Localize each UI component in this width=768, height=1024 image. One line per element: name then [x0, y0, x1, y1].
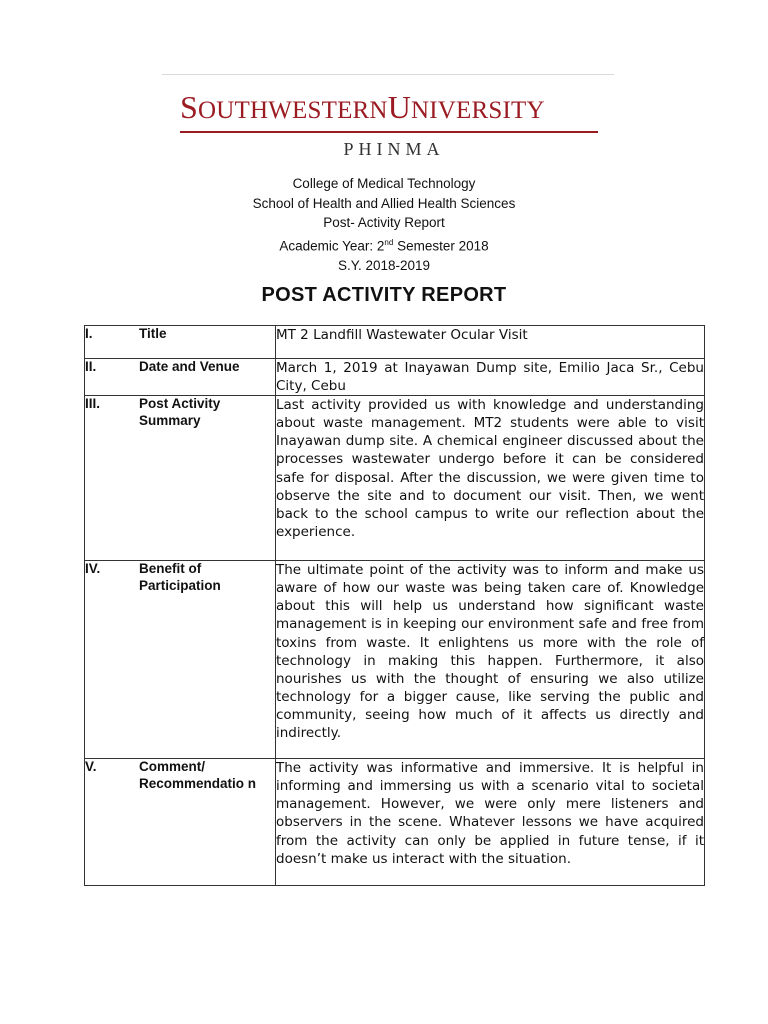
- row-value: MT 2 Landfill Wastewater Ocular Visit: [276, 327, 528, 343]
- report-title: POST ACTIVITY REPORT: [261, 284, 507, 306]
- college-name: College of Medical Technology: [292, 176, 476, 191]
- row-number: IV.: [85, 561, 101, 577]
- row-number: III.: [85, 396, 101, 412]
- row-label: Title: [139, 326, 167, 341]
- logo-subtitle: PHINMA: [343, 139, 445, 159]
- university-logo: [180, 90, 600, 160]
- table-row: [85, 359, 705, 396]
- school-year: S.Y. 2018-2019: [337, 257, 431, 273]
- table-row: [85, 326, 705, 359]
- table-row: [85, 561, 705, 759]
- logo-rule: [180, 131, 598, 133]
- row-label: Benefit of Participation: [139, 561, 221, 593]
- row-label: Comment/ Recommendatio n: [139, 759, 257, 791]
- school-name: School of Health and Allied Health Sciences: [252, 195, 516, 211]
- row-value: Last activity provided us with knowledge and understanding about waste management. MT2 students were able to visit Inayawan dump site. A chemical engineer discussed about the processes wastewater undergo before it can be considered safe for disposal. After the discussion, we were given time to observe the site and to document our visit. Then, we went back to the school campus to write our reflection about the experience.: [276, 397, 704, 540]
- table-row: [85, 759, 705, 886]
- row-label: Date and Venue: [139, 359, 240, 374]
- row-value: The activity was informative and immersive. It is helpful in informing and immersing us with a scenario vital to societal management. However, we were only mere listeners and observers in the scene. Whatever lessons we have acquired from the activity can only be applied in future tense, if it doesn’t make us interact with the situation.: [276, 760, 704, 867]
- table-row: [85, 396, 705, 561]
- row-value: March 1, 2019 at Inayawan Dump site, Emilio Jaca Sr., Cebu City, Cebu: [276, 360, 704, 395]
- logo-wordmark: SOUTHWESTERNUNIVERSITY: [180, 89, 545, 125]
- document-header: [0, 174, 768, 275]
- report-table: [84, 325, 705, 886]
- row-number: II.: [85, 359, 97, 374]
- academic-year: Academic Year: 2nd Semester 2018: [279, 237, 489, 253]
- report-type: Post- Activity Report: [323, 215, 445, 230]
- row-number: V.: [85, 759, 97, 775]
- row-number: I.: [85, 326, 93, 341]
- row-value: The ultimate point of the activity was to inform and make us aware of how our waste was being taken care of. Knowledge about this will help us understand how significant waste management is in keeping our environment safe and free from toxins from waste. It enlightens us more with the role of technology in making this happen. Furthermore, it also nourishes us with the thought of ensuring we also utilize technology for a bigger cause, like serving the public and community, seeing how much of it affects us directly and indirectly.: [276, 562, 704, 742]
- row-label: Post Activity Summary: [139, 396, 221, 428]
- top-divider: [162, 74, 614, 75]
